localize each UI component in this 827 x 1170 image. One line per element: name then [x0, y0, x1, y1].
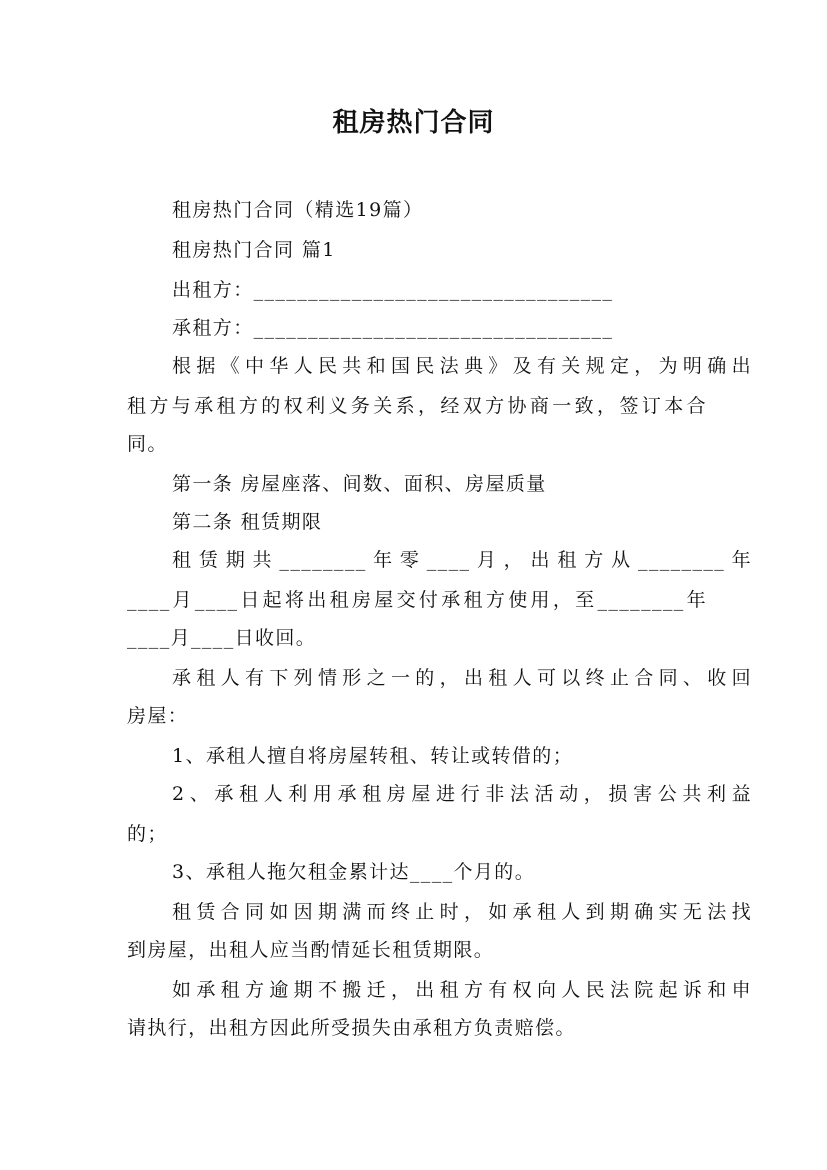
doc-line-term-1: 租赁期共________年零____月，出租方从________年 [172, 549, 752, 571]
doc-line-clause-3: 3、承租人拖欠租金累计达____个月的。 [172, 861, 536, 883]
doc-line-term-2: ____月____日起将出租房屋交付承租方使用，至________年 [127, 589, 707, 611]
doc-line-expiry-1: 租赁合同如因期满而终止时，如承租人到期确实无法找 [172, 901, 752, 923]
doc-line-overdue-1: 如承租方逾期不搬迁，出租方有权向人民法院起诉和申 [172, 979, 752, 1001]
document-title: 租房热门合同 [332, 108, 495, 138]
doc-line-expiry-2: 到房屋，出租人应当酌情延长租赁期限。 [127, 939, 495, 961]
doc-line-subtitle: 租房热门合同（精选19篇） [172, 199, 424, 221]
doc-line-clause-2b: 的； [127, 823, 168, 845]
doc-line-article-1: 第一条 房屋座落、间数、面积、房屋质量 [172, 473, 547, 495]
doc-line-preamble-1: 根据《中华人民共和国民法典》及有关规定，为明确出 [172, 355, 752, 377]
doc-line-term-3: ____月____日收回。 [127, 627, 317, 649]
doc-line-lessor: 出租方：_________________________________ [172, 279, 614, 301]
doc-line-lessee: 承租方：_________________________________ [172, 317, 614, 339]
doc-line-preamble-3: 同。 [127, 433, 168, 455]
doc-line-overdue-2: 请执行，出租方因此所受损失由承租方负责赔偿。 [127, 1017, 576, 1039]
doc-line-clause-1: 1、承租人擅自将房屋转租、转让或转借的； [172, 745, 574, 767]
doc-line-termination-2: 房屋： [127, 705, 189, 727]
doc-line-article-2: 第二条 租赁期限 [172, 511, 323, 533]
doc-line-section-heading: 租房热门合同 篇1 [172, 239, 336, 261]
doc-line-preamble-2: 租方与承租方的权利义务关系，经双方协商一致，签订本合 [127, 395, 707, 417]
doc-line-termination-1: 承租人有下列情形之一的，出租人可以终止合同、收回 [172, 667, 752, 689]
doc-line-clause-2a: 2、承租人利用承租房屋进行非法活动，损害公共利益 [172, 783, 752, 805]
